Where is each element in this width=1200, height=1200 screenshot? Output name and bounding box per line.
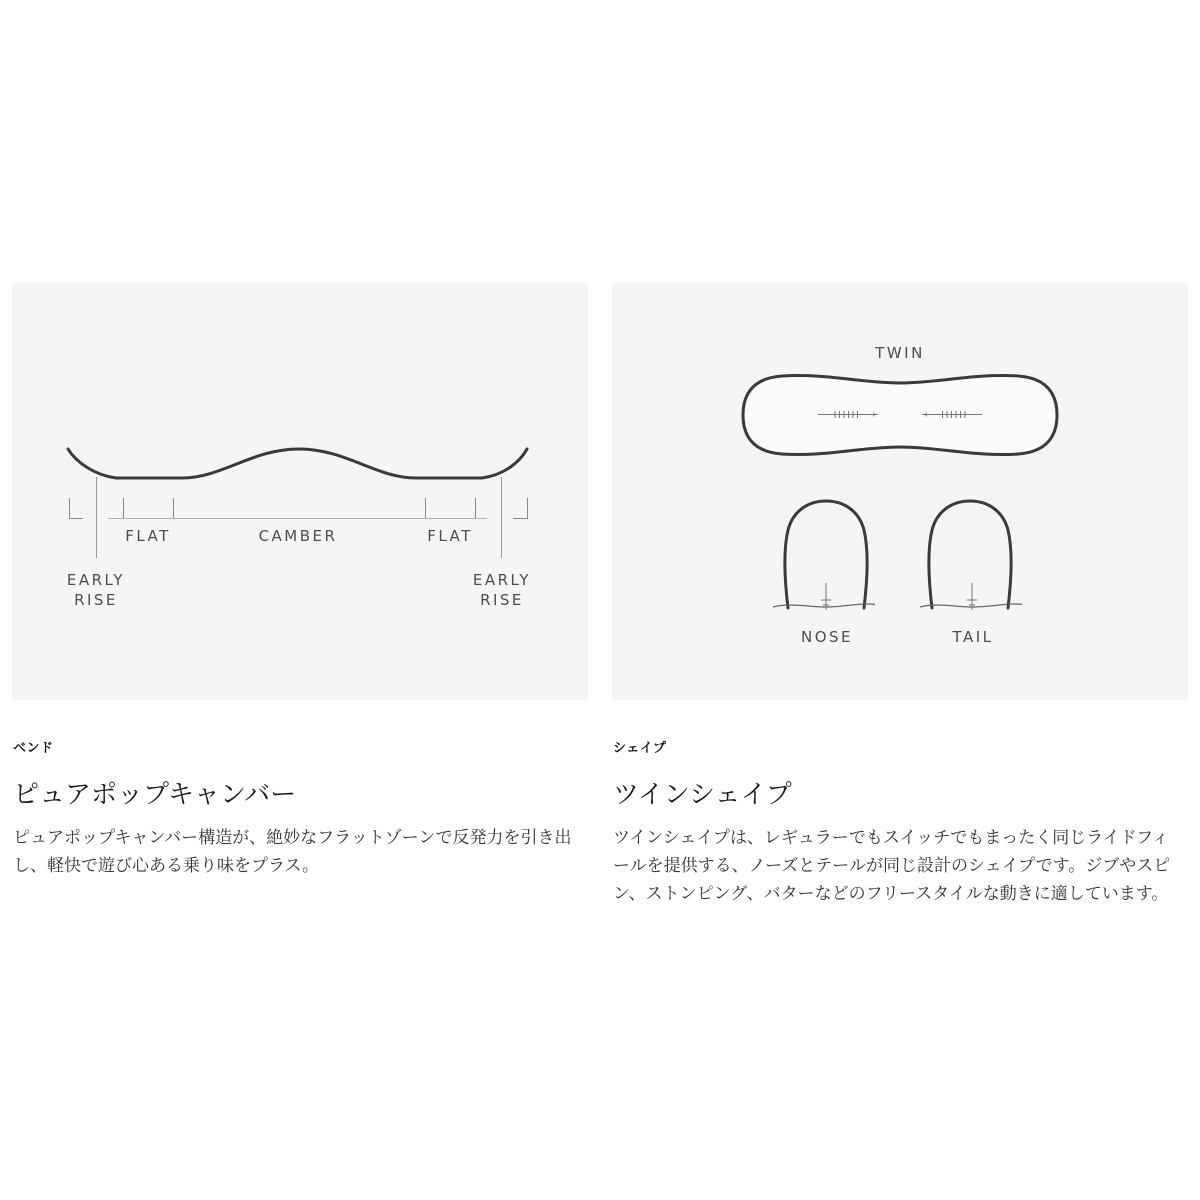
early-rise-label-left-line2: RISE [74, 591, 118, 609]
shape-text-section [613, 741, 1189, 908]
twin-shape-diagram [612, 283, 1188, 700]
flat-label-left: FLAT [125, 527, 171, 545]
bend-description-line: ピュアポップキャンバー構造が、絶妙なフラットゾーンで反発力を引き出 [13, 828, 572, 847]
ruler [70, 498, 528, 519]
nose-center-mark [821, 583, 831, 610]
shape-description-line: ツインシェイプは、レギュラーでもスイッチでもまったく同じライドフィ [613, 828, 1169, 847]
tail-center-mark [967, 583, 977, 610]
tip-bracket-right [513, 498, 528, 519]
bend-heading: ピュアポップキャンバー [13, 779, 297, 809]
early-rise-label-right-line1: EARLY [472, 571, 532, 589]
bend-text-section [13, 741, 589, 880]
shape-diagram-panel [612, 283, 1188, 700]
bend-description [13, 824, 589, 880]
tip-bracket-left [70, 498, 84, 519]
camber-profile-diagram [12, 283, 588, 700]
shape-heading: ツインシェイプ [613, 779, 792, 809]
bend-diagram-panel [12, 283, 588, 700]
tail-label: TAIL [952, 628, 994, 646]
bend-description-line: し、軽快で遊び心ある乗り味をプラス。 [13, 856, 319, 875]
snowboard-outline [743, 375, 1057, 454]
shape-eyebrow: シェイプ [613, 740, 667, 755]
flat-label-right: FLAT [427, 527, 473, 545]
shape-description [613, 824, 1189, 908]
early-rise-label-left-line1: EARLY [66, 571, 126, 589]
early-rise-label-right-line2: RISE [480, 591, 524, 609]
nose-label: NOSE [800, 628, 854, 646]
camber-label: CAMBER [258, 527, 338, 545]
tail-outline [929, 501, 1011, 608]
shape-description-line: ン、ストンピング、バターなどのフリースタイルな動きに適しています。 [613, 884, 1169, 903]
bend-eyebrow: ベンド [13, 740, 54, 755]
shape-description-line: ールを提供する、ノーズとテールが同じ設計のシェイプです。ジブやスピ [613, 856, 1171, 875]
twin-label: TWIN [875, 344, 925, 362]
camber-profile-curve [68, 449, 527, 478]
